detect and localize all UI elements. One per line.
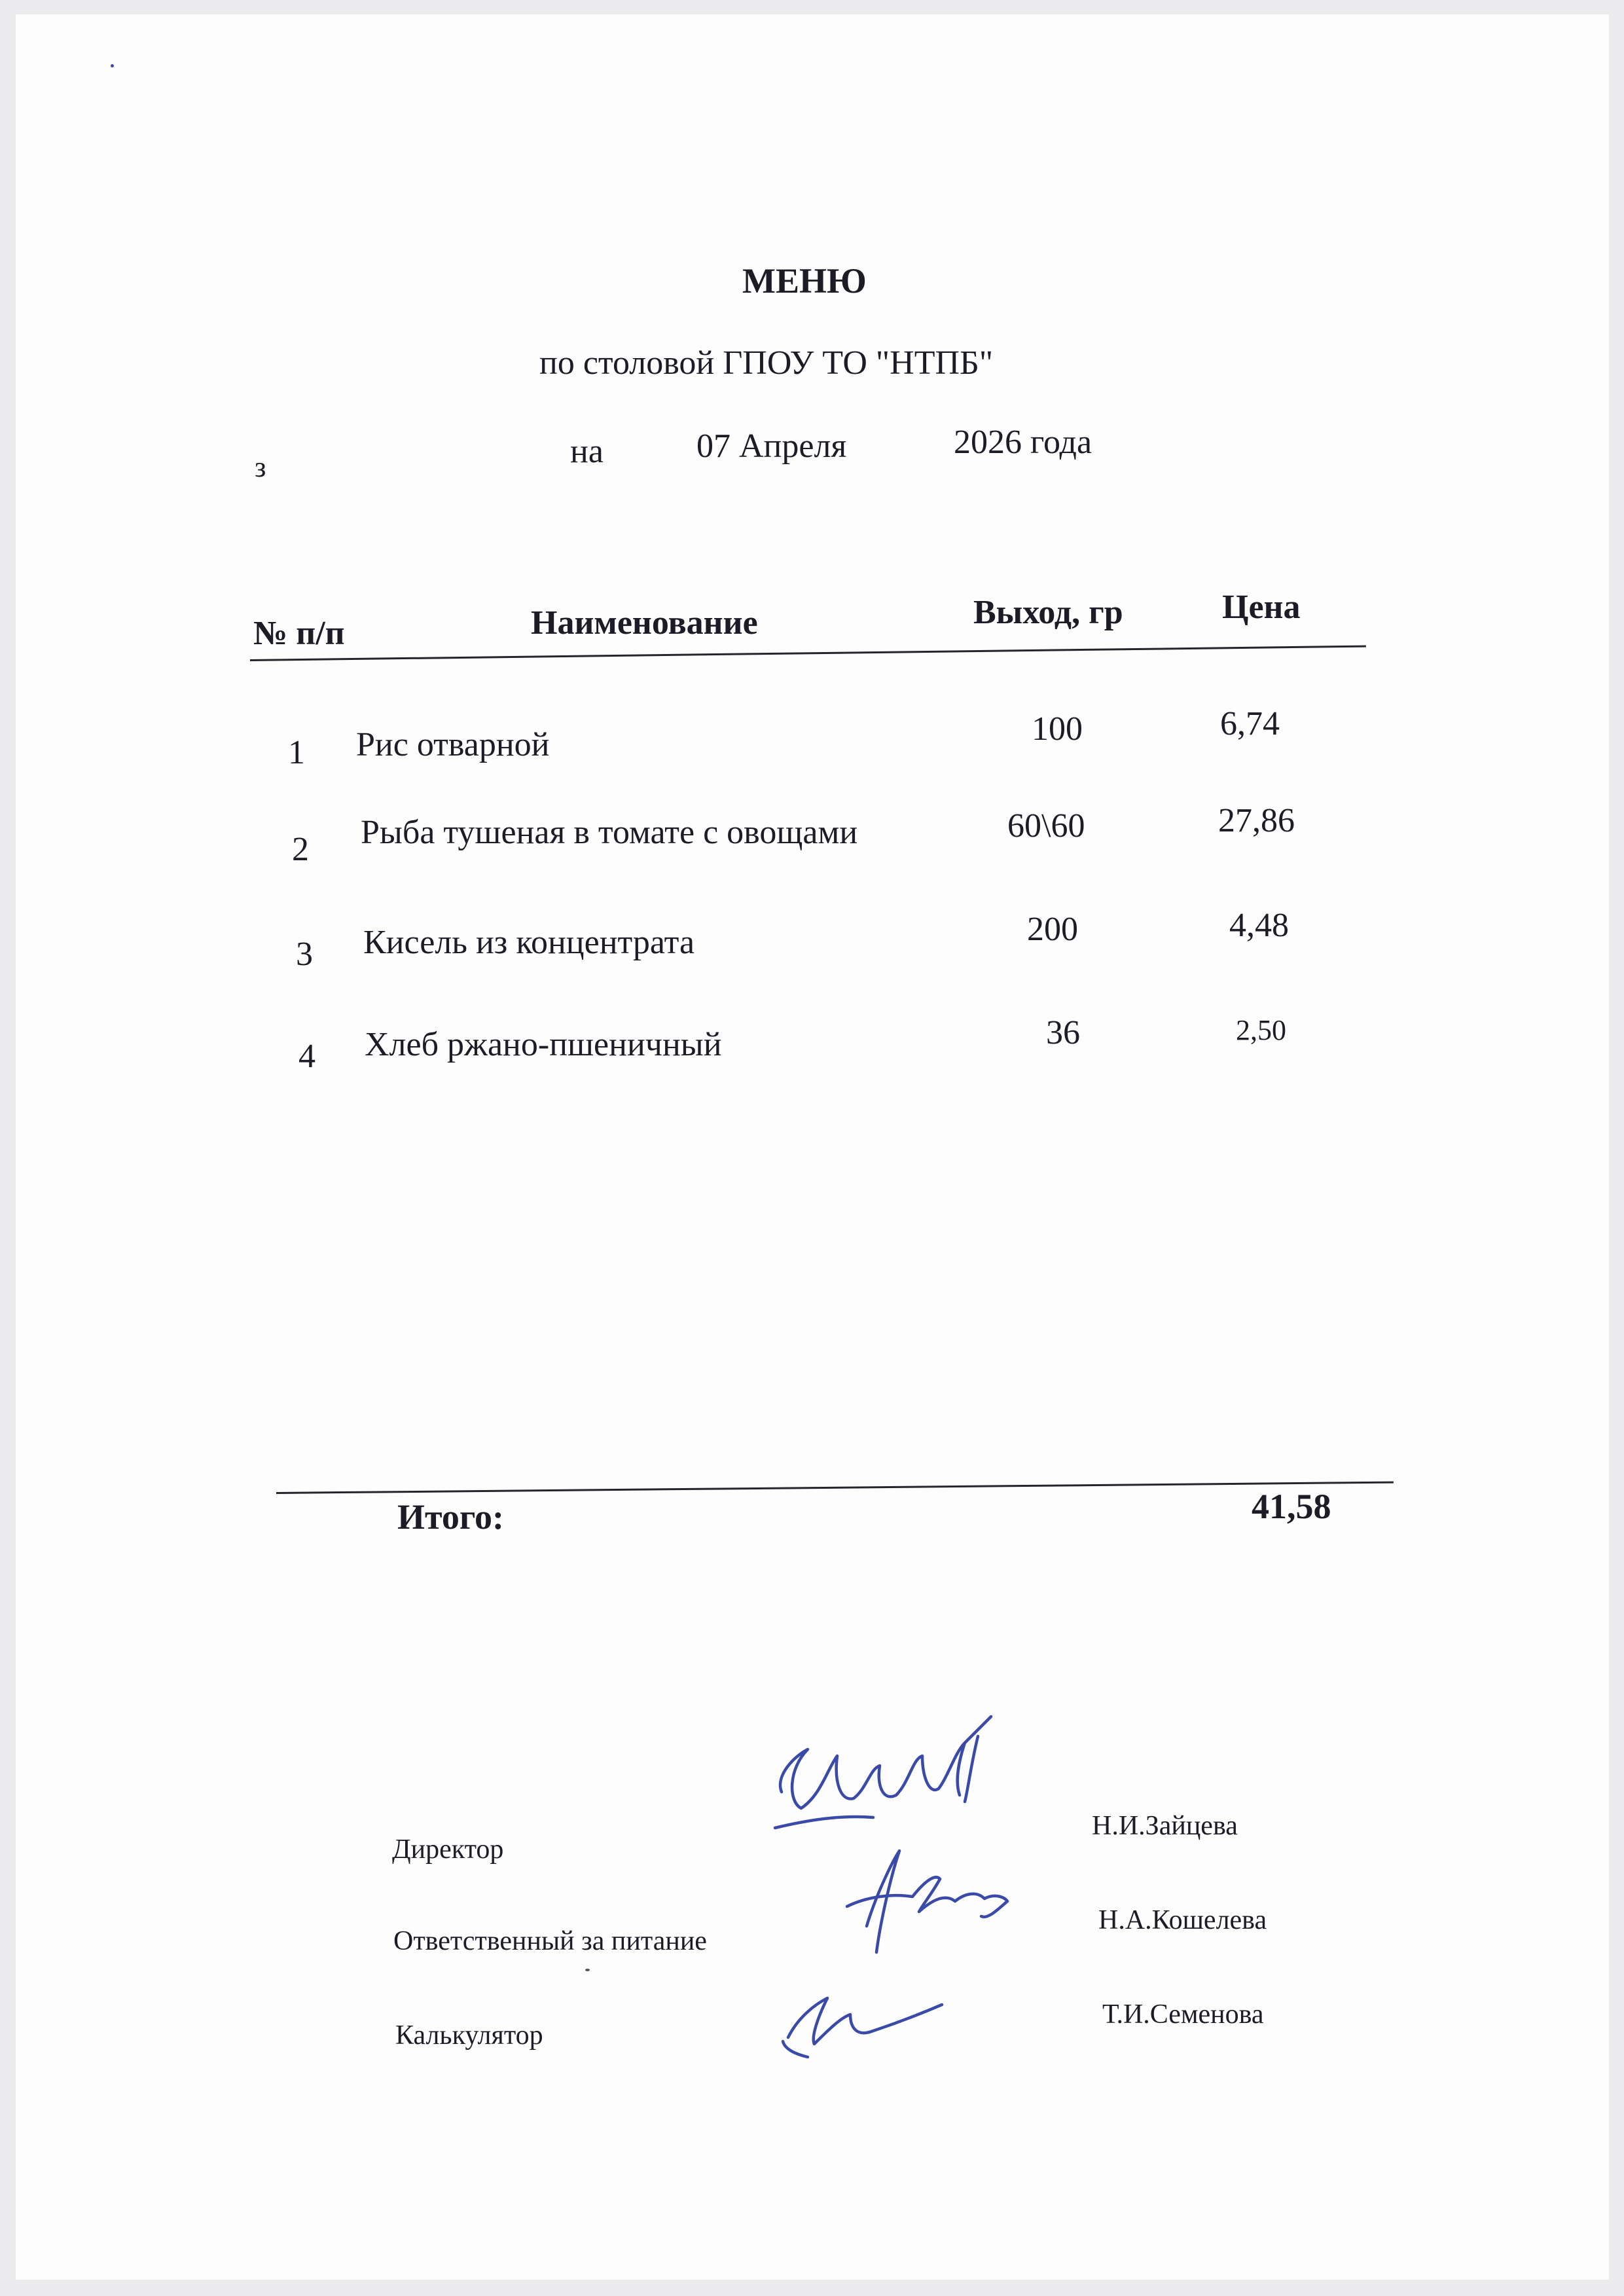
- column-header-yield: Выход, гр: [973, 594, 1123, 631]
- menu-year: 2026 года: [954, 424, 1092, 461]
- menu-document: [16, 14, 1609, 2280]
- scan-speck: [111, 64, 114, 67]
- row-name: Кисель из концентрата: [363, 924, 695, 961]
- row-number: 2: [292, 831, 309, 868]
- row-number: 1: [288, 734, 305, 771]
- document-subtitle: по столовой ГПОУ ТО "НТПБ": [539, 344, 994, 382]
- row-name: Рис отварной: [356, 726, 550, 763]
- header-rule: [250, 646, 1366, 661]
- row-yield: 100: [1032, 710, 1083, 748]
- total-rule: [276, 1482, 1394, 1494]
- handwritten-signatures: [768, 1730, 1017, 2070]
- row-price: 27,86: [1218, 802, 1295, 839]
- column-header-name: Наименование: [531, 604, 758, 642]
- name-calculator: Т.И.Семенова: [1102, 1999, 1264, 2030]
- document-title: МЕНЮ: [742, 261, 867, 301]
- column-header-number: № п/п: [253, 615, 345, 652]
- row-yield: 36: [1046, 1014, 1080, 1051]
- stray-mark: з: [255, 451, 266, 483]
- name-director: Н.И.Зайцева: [1092, 1811, 1238, 1841]
- scan-speck: [585, 1969, 590, 1971]
- menu-date: 07 Апреля: [696, 428, 847, 465]
- total-value: 41,58: [1252, 1487, 1331, 1526]
- row-number: 3: [296, 936, 313, 973]
- name-nutrition: Н.А.Кошелева: [1098, 1905, 1267, 1935]
- row-yield: 200: [1027, 911, 1078, 948]
- date-prefix: на: [570, 433, 604, 470]
- row-price: 6,74: [1220, 705, 1280, 742]
- column-header-price: Цена: [1222, 589, 1301, 626]
- role-calculator: Калькулятор: [395, 2020, 543, 2050]
- role-director: Директор: [392, 1834, 504, 1865]
- row-price: 2,50: [1236, 1014, 1286, 1046]
- row-name: Рыба тушеная в томате с овощами: [361, 814, 858, 851]
- row-number: 4: [298, 1038, 316, 1075]
- row-price: 4,48: [1229, 907, 1289, 944]
- row-name: Хлеб ржано-пшеничный: [365, 1026, 722, 1063]
- row-yield: 60\60: [1007, 807, 1085, 845]
- total-label: Итого:: [397, 1497, 504, 1537]
- role-nutrition: Ответственный за питание: [393, 1926, 707, 1956]
